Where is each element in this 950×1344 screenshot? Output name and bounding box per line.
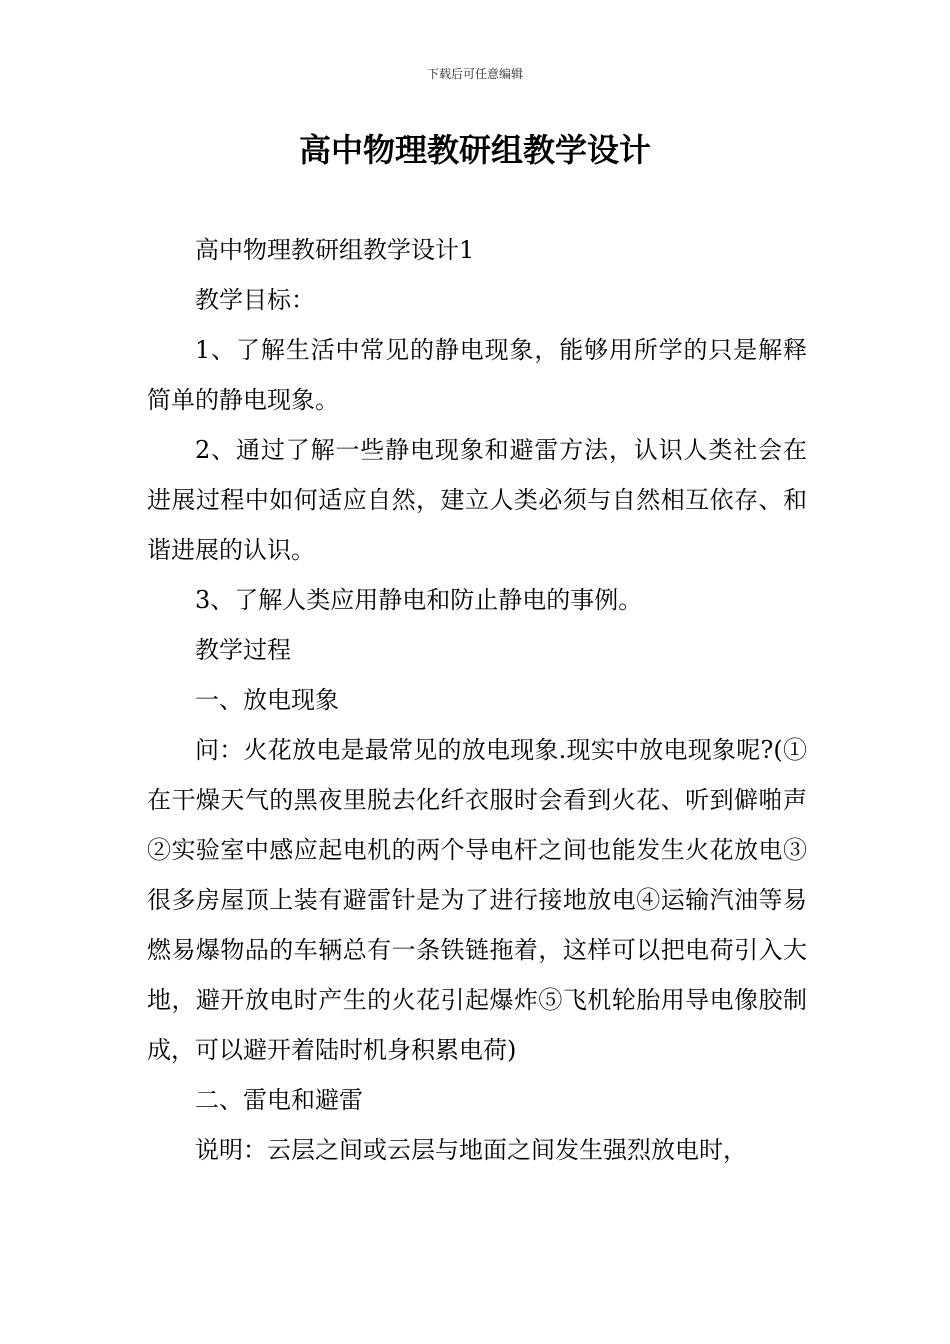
section-heading: 高中物理教研组教学设计1 xyxy=(195,236,475,264)
paragraph-explanation: 说明：云层之间或云层与地面之间发生强烈放电时， xyxy=(195,1136,747,1164)
paragraph-section-discharge: 一、放电现象 xyxy=(195,686,339,714)
paragraph-process-heading: 教学过程 xyxy=(195,636,291,664)
paragraph-question-discharge: 问：火花放电是最常见的放电现象.现实中放电现象呢?(①在干燥天气的黑夜里脱去化纤衣服时会看到火花、听到僻啪声②实验室中感应起电机的两个导电杆之间也能发生火花放电③很多房屋顶上装有避雷针是为了进行接地放电④运输汽油等易燃易爆物品的车辆总有一条铁链拖着，这样可以把电荷引入大地，避开放电时产生的火花引起爆炸⑤飞机轮胎用导电像胶制成，可以避开着陆时机身积累电荷) xyxy=(147,736,807,1064)
document-body xyxy=(147,225,807,1175)
paragraph-objectives-heading: 教学目标： xyxy=(195,286,315,314)
paragraph-objective-3: 3、了解人类应用静电和防止静电的事例。 xyxy=(195,586,643,614)
header-note: 下载后可任意编辑 xyxy=(426,67,523,81)
paragraph-section-lightning: 二、雷电和避雷 xyxy=(195,1086,363,1114)
paragraph-objective-1: 1、了解生活中常见的静电现象，能够用所学的只是解释简单的静电现象。 xyxy=(147,336,807,414)
document-title: 高中物理教研组教学设计 xyxy=(298,131,651,169)
paragraph-objective-2: 2、通过了解一些静电现象和避雷方法，认识人类社会在进展过程中如何适应自然，建立人类必须与自然相互依存、和谐进展的认识。 xyxy=(147,436,807,564)
